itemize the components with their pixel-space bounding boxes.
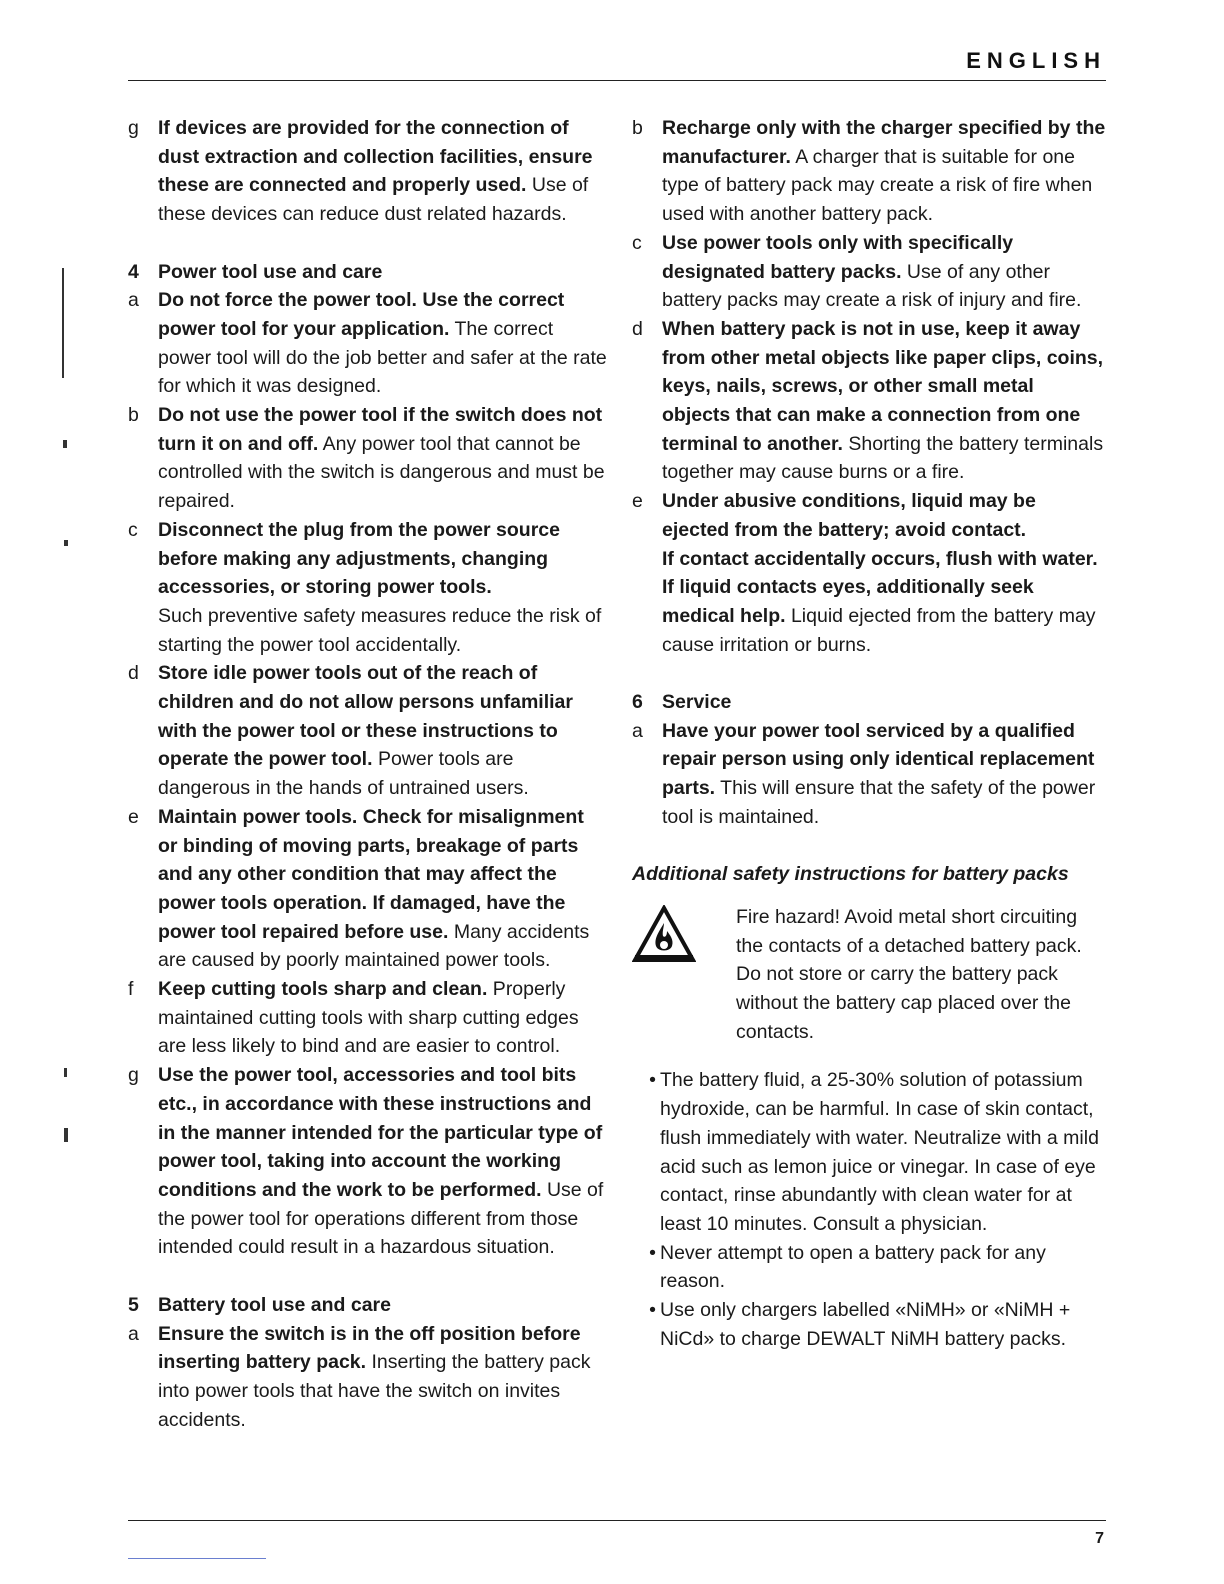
instruction-item [632, 315, 1107, 487]
scan-artifact [64, 540, 68, 546]
battery-bullets [632, 1066, 1107, 1353]
section-heading-5 [128, 1291, 608, 1320]
item-bold-text: If devices are provided for the connection of dust extraction and collection facilities, ensure these are connected and properly used. [158, 117, 593, 197]
item-bold-text: Do not use the power tool if the switch does not turn it on and off. [158, 404, 603, 455]
bullet-text: Never attempt to open a battery pack for any reason. [660, 1241, 1046, 1293]
item-text: The correct power tool will do the job better and safer at the rate for which it was designed. [158, 317, 607, 398]
scan-artifact [63, 440, 67, 448]
item-text: Shorting the battery terminals together may cause burns or a fire. [662, 432, 1104, 484]
instruction-item [128, 286, 608, 401]
item-text: Power tools are dangerous in the hands of untrained users. [158, 748, 529, 800]
instruction-item [128, 1320, 608, 1435]
footer-rule [128, 1520, 1106, 1521]
item-letter: a [128, 1322, 139, 1345]
footer-blue-line [128, 1558, 266, 1559]
section-title: Battery tool use and care [158, 1293, 391, 1316]
item-letter: f [128, 978, 134, 1001]
list-item [632, 1296, 1107, 1353]
fire-hazard-warning-icon [632, 903, 736, 1047]
scan-artifact [64, 1068, 67, 1077]
item-bold-text: Store idle power tools out of the reach of children and do not allow persons unfamiliar with the power tool or these instructions to operate the power tool. [158, 662, 573, 771]
bullet-text: The battery fluid, a 25-30% solution of potassium hydroxide, can be harmful. In case of skin contact, flush immediately with water. Neutralize with a mild acid such as lemon juice or vinegar. In case of eye contact, rinse abundantly with clean water for at least 10 minutes. Consult a physician. [660, 1069, 1099, 1235]
item-bold-text: Maintain power tools. Check for misalignment or binding of moving parts, breakage of parts and any other condition that may affect the power tools operation. If damaged, have the power tool repaired before use. [158, 805, 584, 943]
item-letter: b [632, 117, 643, 139]
item-letter: d [128, 662, 139, 685]
item-letter: c [128, 518, 138, 541]
item-bold-text: Ensure the switch is in the off position before inserting battery pack. [158, 1322, 581, 1374]
right-column [632, 114, 1107, 1354]
list-item [632, 1239, 1107, 1296]
bullet-icon: • [649, 1241, 656, 1264]
bullet-icon: • [649, 1069, 656, 1092]
item-text: A charger that is suitable for one type of battery pack may create a risk of fire when used with another battery pack. [662, 145, 1093, 226]
item-text: Inserting the battery pack into power tools that have the switch on invites accidents. [158, 1351, 591, 1431]
left-column [128, 114, 608, 1434]
item-bold-text: Do not force the power tool. Use the correct power tool for your application. [158, 289, 565, 340]
item-text: Many accidents are caused by poorly maintained power tools. [158, 920, 590, 972]
item-letter: d [632, 317, 643, 340]
item-letter: a [128, 289, 139, 312]
item-bold-text: Use power tools only with specifically designated battery packs. [662, 231, 1014, 283]
instruction-item [128, 975, 608, 1061]
section-number: 5 [128, 1293, 139, 1316]
item-bold-text: Disconnect the plug from the power source before making any adjustments, changing accessories, or storing power tools. [158, 518, 560, 599]
item-letter: e [632, 490, 643, 513]
item-letter: e [128, 805, 139, 828]
additional-safety-title: Additional safety instructions for battery packs [632, 863, 1069, 886]
bullet-icon: • [649, 1299, 656, 1322]
instruction-item [632, 114, 1107, 229]
item-letter: c [632, 231, 642, 254]
instruction-item [128, 401, 608, 516]
item-letter: b [128, 404, 139, 427]
item-text: Use of the power tool for operations different from those intended could result in a hazardous situation. [158, 1179, 604, 1259]
instruction-item [128, 114, 608, 229]
header-rule [128, 80, 1106, 81]
section-title: Service [662, 691, 732, 714]
item-text: Use of any other battery packs may create a risk of injury and fire. [662, 260, 1082, 312]
section-number: 4 [128, 260, 139, 283]
bullet-text: Use only chargers labelled «NiMH» or «NiMH + NiCd» to charge DEWALT NiMH battery packs. [660, 1299, 1071, 1350]
item-letter: g [128, 1064, 139, 1087]
instruction-item [128, 516, 608, 660]
item-letter: a [632, 719, 643, 742]
fire-warning [632, 903, 1107, 1047]
scan-artifact [64, 1128, 68, 1142]
item-bold-text: Recharge only with the charger specified by the manufacturer. [662, 117, 1106, 168]
item-text: Any power tool that cannot be controlled with the switch is dangerous and must be repaired. [158, 432, 605, 513]
instruction-item [632, 717, 1107, 832]
section-number: 6 [632, 691, 643, 714]
instruction-item [128, 659, 608, 803]
instruction-item [632, 487, 1107, 659]
warning-text: Fire hazard! Avoid metal short circuiting the contacts of a detached battery pack. Do not store or carry the battery pack without the battery cap placed over the contacts. [736, 905, 1082, 1043]
instruction-item [128, 1061, 608, 1262]
item-bold-text: Under abusive conditions, liquid may be ejected from the battery; avoid contact. [662, 490, 1036, 541]
scan-artifact [62, 268, 64, 378]
item-letter: g [128, 117, 139, 139]
item-bold-text-2: If contact accidentally occurs, flush with water. If liquid contacts eyes, additionally seek medical help. [662, 547, 1098, 627]
item-text: This will ensure that the safety of the power tool is maintained. [662, 777, 1096, 828]
item-text: Liquid ejected from the battery may cause irritation or burns. [662, 604, 1096, 656]
section-title: Power tool use and care [158, 260, 383, 283]
list-item [632, 1066, 1107, 1238]
instruction-item [128, 803, 608, 975]
section-heading-6 [632, 688, 1107, 717]
page-number: 7 [1095, 1530, 1104, 1547]
item-bold-text: When battery pack is not in use, keep it away from other metal objects like paper clips, coins, keys, nails, screws, or other small metal objects that can make a connection from one terminal to another. [662, 317, 1104, 455]
section-heading-4 [128, 258, 608, 287]
page-header-language: ENGLISH [966, 48, 1106, 73]
item-text: Use of these devices can reduce dust related hazards. [158, 174, 589, 226]
item-bold-text: Use the power tool, accessories and tool bits etc., in accordance with these instructions and in the manner intended for the particular type of power tool, taking into account the working conditions and the work to be performed. [158, 1064, 603, 1201]
item-text: Properly maintained cutting tools with sharp cutting edges are less likely to bind and are easier to control. [158, 978, 579, 1058]
item-bold-text: Keep cutting tools sharp and clean. [158, 978, 488, 1001]
item-bold-text: Have your power tool serviced by a qualified repair person using only identical replacement parts. [662, 719, 1095, 800]
instruction-item [632, 229, 1107, 315]
item-text: Such preventive safety measures reduce the risk of starting the power tool accidentally. [158, 604, 602, 656]
